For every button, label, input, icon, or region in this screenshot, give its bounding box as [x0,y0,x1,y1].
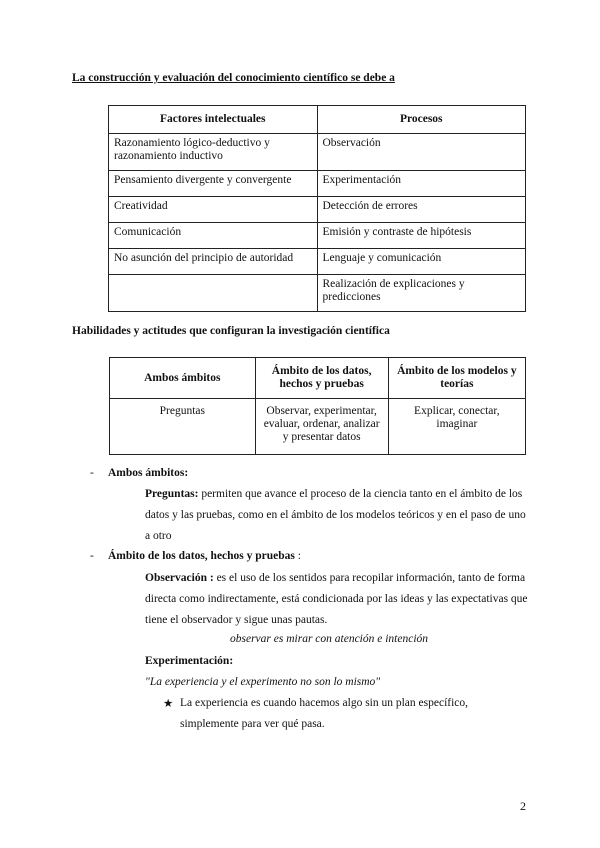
page-number: 2 [520,799,526,813]
table-cell: Comunicación [109,223,318,249]
table-cell: Explicar, conectar, imaginar [388,399,525,455]
table-cell: Preguntas [110,399,256,455]
table-row [109,134,526,171]
table-cell: Observar, experimentar, evaluar, ordenar, analizar y presentar datos [255,399,388,455]
header-both: Ambos ámbitos [110,358,256,399]
table-cell: Creatividad [109,197,318,223]
header-data: Ámbito de los datos, hechos y pruebas [255,358,388,399]
table-row [109,275,526,312]
observation-term: Observación : [145,572,214,584]
table-row [109,249,526,275]
table-cell: Detección de errores [317,197,526,223]
bullet-marker: - [90,550,94,562]
star-icon: ★ [163,698,174,710]
section2-title: Habilidades y actitudes que configuran la investigación científica [72,325,390,337]
bullet-marker: - [90,467,94,479]
header-processes: Procesos [317,106,526,134]
skills-table [109,357,526,455]
experimentation-term: Experimentación: [145,655,234,667]
table-cell: Razonamiento lógico-deductivo y razonamiento inductivo [109,134,318,171]
table-cell: Lenguaje y comunicación [317,249,526,275]
item2-label: Ámbito de los datos, hechos y pruebas [108,550,295,562]
table-row [109,223,526,249]
table-cell: Emisión y contraste de hipótesis [317,223,526,249]
observation-paragraph [145,568,530,631]
table-cell: No asunción del principio de autoridad [109,249,318,275]
table-header-row [110,358,526,399]
header-models: Ámbito de los modelos y teorías [388,358,525,399]
table-cell: Experimentación [317,171,526,197]
item1-label: Ambos ámbitos: [108,467,189,479]
table-row [109,171,526,197]
item2-colon: : [294,550,301,562]
observation-quote: observar es mirar con atención e intención [230,633,429,645]
observation-text: es el uso de los sentidos para recopilar información, tanto de forma directa como indirectamente, está condicionada por las ideas y las expectativas que tiene el observador y sigue unas pautas. [145,572,528,626]
table-header-row [109,106,526,134]
item1-paragraph [145,484,530,547]
section1-title: La construcción y evaluación del conocimiento científico se debe a [72,72,395,84]
experimentation-quote: "La experiencia y el experimento no son lo mismo" [145,676,381,688]
table-row [110,399,526,455]
item1-text: permiten que avance el proceso de la ciencia tanto en el ámbito de los datos y las pruebas, como en el ámbito de los modelos teóricos y en el paso de uno a otro [145,488,526,542]
factors-processes-table [108,105,526,312]
table-cell-empty [109,275,318,312]
table-cell: Observación [317,134,526,171]
table-cell: Pensamiento divergente y convergente [109,171,318,197]
star-text: La experiencia es cuando hacemos algo sin un plan específico, simplemente para ver qué pasa. [180,697,469,730]
table-row [109,197,526,223]
header-factors: Factores intelectuales [109,106,318,134]
table-cell: Realización de explicaciones y predicciones [317,275,526,312]
item1-term: Preguntas: [145,488,199,500]
item2-label-line [108,550,301,562]
